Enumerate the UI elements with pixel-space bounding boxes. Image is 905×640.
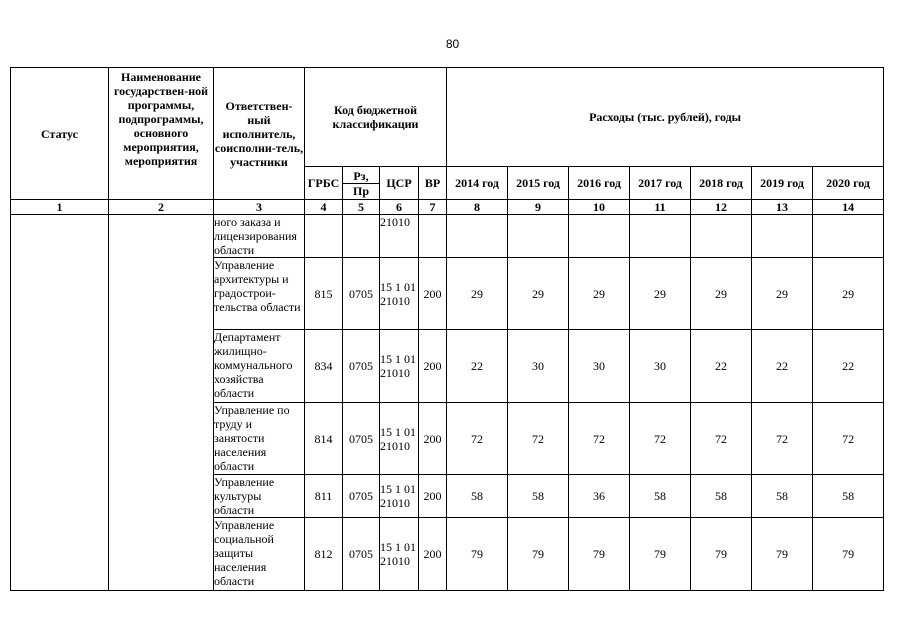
year-value-cell: 29: [752, 258, 813, 330]
year-value-cell: 30: [569, 330, 630, 403]
year-value-cell: 22: [691, 330, 752, 403]
column-number: 7: [419, 200, 447, 215]
executor-cell: Управление культуры области: [214, 475, 305, 518]
column-number: 1: [11, 200, 109, 215]
year-value-cell: 58: [813, 475, 884, 518]
year-value-cell: 30: [630, 330, 691, 403]
column-number: 14: [813, 200, 884, 215]
year-value-cell: 22: [447, 330, 508, 403]
csr-cell: 15 1 01 21010: [380, 330, 419, 403]
column-number: 6: [380, 200, 419, 215]
year-value-cell: 72: [752, 403, 813, 475]
year-value-cell: 29: [569, 258, 630, 330]
year-value-cell: 79: [752, 518, 813, 591]
year-value-cell: 58: [691, 475, 752, 518]
budget-table: [10, 67, 884, 591]
year-value-cell: 30: [508, 330, 569, 403]
executor-cell: ного заказа и лицензирования области: [214, 215, 305, 258]
csr-cell: 15 1 01 21010: [380, 403, 419, 475]
column-number: 4: [305, 200, 343, 215]
year-value-cell: 79: [447, 518, 508, 591]
year-value-cell: 22: [752, 330, 813, 403]
year-value-cell: 58: [752, 475, 813, 518]
header-year: 2016 год: [569, 167, 630, 200]
header-rz: Рз,: [343, 169, 379, 184]
year-value-cell: 72: [569, 403, 630, 475]
year-value-cell: 29: [630, 258, 691, 330]
header-year: 2015 год: [508, 167, 569, 200]
header-year: 2018 год: [691, 167, 752, 200]
year-value-cell: 72: [508, 403, 569, 475]
rzpr-cell: 0705: [343, 518, 380, 591]
grbs-cell: 814: [305, 403, 343, 475]
executor-cell: Департамент жилищно-коммунального хозяйства области: [214, 330, 305, 403]
grbs-cell: 815: [305, 258, 343, 330]
executor-cell: Управление социальной защиты населения области: [214, 518, 305, 591]
vr-cell: 200: [419, 258, 447, 330]
year-value-cell: 72: [813, 403, 884, 475]
grbs-cell: 812: [305, 518, 343, 591]
column-number: 8: [447, 200, 508, 215]
grbs-cell: [305, 215, 343, 258]
header-csr: ЦСР: [380, 167, 419, 200]
year-value-cell: [813, 215, 884, 258]
header-year: 2017 год: [630, 167, 691, 200]
vr-cell: 200: [419, 475, 447, 518]
rzpr-cell: [343, 215, 380, 258]
header-expenses: Расходы (тыс. рублей), годы: [447, 68, 884, 167]
grbs-cell: 834: [305, 330, 343, 403]
vr-cell: 200: [419, 330, 447, 403]
year-value-cell: [508, 215, 569, 258]
vr-cell: 200: [419, 403, 447, 475]
rzpr-cell: 0705: [343, 403, 380, 475]
rzpr-cell: 0705: [343, 330, 380, 403]
year-value-cell: 79: [630, 518, 691, 591]
vr-cell: 200: [419, 518, 447, 591]
csr-cell: 15 1 01 21010: [380, 258, 419, 330]
column-number: 9: [508, 200, 569, 215]
executor-cell: Управление архитектуры и градострои-тельства области: [214, 258, 305, 330]
header-year: 2019 год: [752, 167, 813, 200]
column-number-row: [11, 200, 884, 215]
year-value-cell: 79: [691, 518, 752, 591]
header-vr: ВР: [419, 167, 447, 200]
year-value-cell: 29: [508, 258, 569, 330]
year-value-cell: [630, 215, 691, 258]
header-pr: Пр: [352, 183, 369, 198]
year-value-cell: 29: [813, 258, 884, 330]
executor-cell: Управление по труду и занятости населения области: [214, 403, 305, 475]
header-year: 2014 год: [447, 167, 508, 200]
header-year: 2020 год: [813, 167, 884, 200]
header-budget-code: Код бюджетной классификации: [305, 68, 447, 167]
header-status: Статус: [11, 68, 109, 200]
year-value-cell: 22: [813, 330, 884, 403]
grbs-cell: 811: [305, 475, 343, 518]
year-value-cell: [752, 215, 813, 258]
table-row: [11, 215, 884, 258]
year-value-cell: 36: [569, 475, 630, 518]
header-grbs: ГРБС: [305, 167, 343, 200]
year-value-cell: [447, 215, 508, 258]
year-value-cell: 72: [630, 403, 691, 475]
column-number: 13: [752, 200, 813, 215]
csr-cell: 21010: [380, 215, 419, 258]
year-value-cell: [691, 215, 752, 258]
header-executor: Ответствен-ный исполнитель, соисполни-тель, участники: [214, 68, 305, 200]
status-cell: [11, 215, 109, 591]
year-value-cell: 29: [447, 258, 508, 330]
column-number: 5: [343, 200, 380, 215]
csr-cell: 15 1 01 21010: [380, 475, 419, 518]
csr-cell: 15 1 01 21010: [380, 518, 419, 591]
year-value-cell: 58: [447, 475, 508, 518]
page-number: 80: [445, 37, 460, 51]
header-rzpr: [343, 167, 380, 200]
rzpr-cell: 0705: [343, 258, 380, 330]
column-number: 11: [630, 200, 691, 215]
column-number: 12: [691, 200, 752, 215]
data-rows: [11, 215, 884, 591]
year-value-cell: 58: [508, 475, 569, 518]
name-cell: [109, 215, 214, 591]
year-value-cell: 79: [813, 518, 884, 591]
vr-cell: [419, 215, 447, 258]
year-value-cell: 58: [630, 475, 691, 518]
year-value-cell: [569, 215, 630, 258]
column-number: 2: [109, 200, 214, 215]
year-value-cell: 79: [569, 518, 630, 591]
rzpr-cell: 0705: [343, 475, 380, 518]
column-number: 3: [214, 200, 305, 215]
header-name: Наименование государствен-ной программы, подпрограммы, основного мероприятия, мероприятия: [109, 68, 214, 200]
year-value-cell: 72: [447, 403, 508, 475]
year-value-cell: 72: [691, 403, 752, 475]
year-value-cell: 29: [691, 258, 752, 330]
year-value-cell: 79: [508, 518, 569, 591]
column-number: 10: [569, 200, 630, 215]
